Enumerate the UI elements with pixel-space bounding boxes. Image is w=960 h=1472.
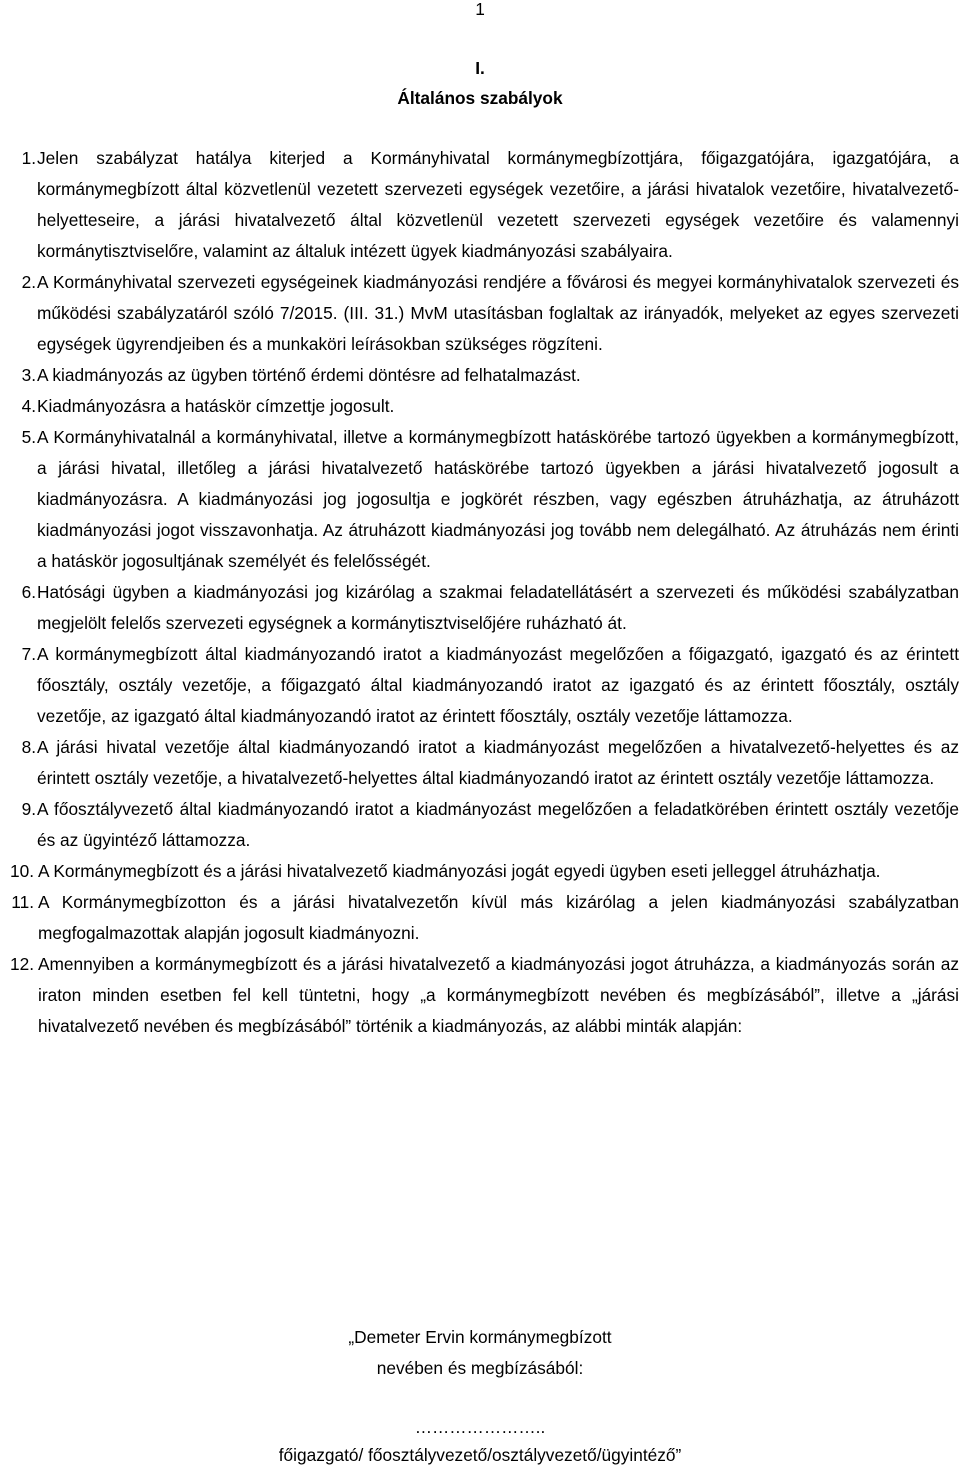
- list-item: [0, 887, 960, 949]
- item-number: 5.: [21, 427, 36, 447]
- item-text: A Kormányhivatalnál a kormányhivatal, illetve a kormánymegbízott hatáskörébe tartozó ügyekben a kormánymegbízott, a járási hivatal, illetőleg a járási hivatalvezető hatáskörébe tartozó ügyekben a járási hivatalvezető jogosult a kiadmányozásra. A kiadmányozási jog jogosultja e jogkörét részben, vagy egészben átruházhatja, az átruházott kiadmányozási jogot visszavonhatja. Az átruházott kiadmányozási jog tovább nem delegálható. Az átruházás nem érinti a hatáskör jogosultjának személyét és felelősségét.: [37, 427, 959, 571]
- chapter-title: Általános szabályok: [397, 88, 563, 108]
- list-item: [0, 732, 960, 794]
- list-item: [0, 360, 960, 391]
- list-item: [0, 391, 960, 422]
- item-number: 1.: [21, 148, 36, 168]
- signature-dots: …………………..: [414, 1417, 546, 1437]
- list-item: [0, 949, 960, 1042]
- item-text: A kormánymegbízott által kiadmányozandó iratot a kiadmányozást megelőzően a főigazgató, igazgató és az érintett főosztály, osztály vezetője, a főigazgató által kiadmányozandó iratot az igazgató és az érintett főosztály, osztály vezetője, az igazgató által kiadmányozandó iratot az érintett főosztály, osztály vezetője láttamozza.: [37, 644, 959, 726]
- item-number: 4.: [21, 396, 36, 416]
- list-item: [0, 577, 960, 639]
- item-text: A Kormánymegbízott és a járási hivatalvezető kiadmányozási jogát egyedi ügyben eseti jelleggel átruházhatja.: [38, 861, 881, 881]
- item-text: Amennyiben a kormánymegbízott és a járási hivatalvezető a kiadmányozási jogot átruházza, a kiadmányozás során az iraton minden esetben fel kell tüntetni, hogy „a kormánymegbízott nevében és megbízásából”, illetve a „járási hivatalvezető nevében és megbízásából” történik a kiadmányozás, az alábbi minták alapján:: [38, 954, 959, 1036]
- signature-line-1: „Demeter Ervin kormánymegbízott: [348, 1327, 612, 1347]
- list-item: [0, 794, 960, 856]
- item-text: A járási hivatal vezetője által kiadmányozandó iratot a kiadmányozást megelőzően a hivatalvezető-helyettes és az érintett osztály vezetője, a hivatalvezető-helyettes által kiadmányozandó iratot az érintett osztály vezetője láttamozza.: [37, 737, 959, 788]
- item-number: 9.: [21, 799, 36, 819]
- item-number: 12.: [9, 954, 34, 974]
- item-text: Kiadmányozásra a hatáskör címzettje jogosult.: [37, 396, 395, 416]
- item-text: Jelen szabályzat hatálya kiterjed a Kormányhivatal kormánymegbízottjára, főigazgatójára, igazgatójára, a kormánymegbízott által közvetlenül vezetett szervezeti egységek vezetőire, a járási hivatalok vezetőire, hivatalvezető-helyetteseire, a járási hivatalvezető által közvetlenül vezetett szervezeti egységek vezetőire és valamennyi kormánytisztviselőre, valamint az általuk intézett ügyek kiadmányozási szabályaira.: [37, 148, 959, 261]
- item-number: 3.: [21, 365, 36, 385]
- item-text: A főosztályvezető által kiadmányozandó iratot a kiadmányozást megelőzően a feladatkörében érintett osztály vezetője és az ügyintéző láttamozza.: [37, 799, 959, 850]
- list-item: [0, 267, 960, 360]
- item-text: A Kormánymegbízotton és a járási hivatalvezetőn kívül más kizárólag a jelen kiadmányozási szabályzatban megfogalmazottak alapján jogosult kiadmányozni.: [38, 892, 959, 943]
- list-item: [0, 422, 960, 577]
- item-number: 8.: [21, 737, 36, 757]
- item-text: Hatósági ügyben a kiadmányozási jog kizárólag a szakmai feladatellátásért a szervezeti és működési szabályzatban megjelölt felelős szervezeti egységnek a kormánytisztviselőjére ruházható át.: [37, 582, 959, 633]
- item-text: A kiadmányozás az ügyben történő érdemi döntésre ad felhatalmazást.: [37, 365, 581, 385]
- list-item: [0, 143, 960, 267]
- signature-titles: főigazgató/ főosztályvezető/osztályvezető/ügyintéző”: [278, 1445, 682, 1465]
- item-number: 10.: [9, 861, 34, 881]
- item-number: 7.: [21, 644, 36, 664]
- signature-line-2: nevében és megbízásából:: [376, 1358, 584, 1378]
- item-number: 6.: [21, 582, 36, 602]
- item-number: 2.: [21, 272, 36, 292]
- chapter-number: I.: [475, 58, 485, 78]
- list-item: [0, 639, 960, 732]
- item-text: A Kormányhivatal szervezeti egységeinek kiadmányozási rendjére a fővárosi és megyei kormányhivatalok szervezeti és működési szabályzatáról szóló 7/2015. (III. 31.) MvM utasításban foglaltak az irányadók, melyeket az egyes szervezeti egységek ügyrendjeiben és a munkaköri leírásokban szükséges rögzíteni.: [37, 272, 959, 354]
- item-number: 11.: [11, 892, 34, 912]
- rule-list: [0, 143, 960, 1042]
- list-item: [0, 856, 960, 887]
- page-number: 1: [475, 0, 485, 19]
